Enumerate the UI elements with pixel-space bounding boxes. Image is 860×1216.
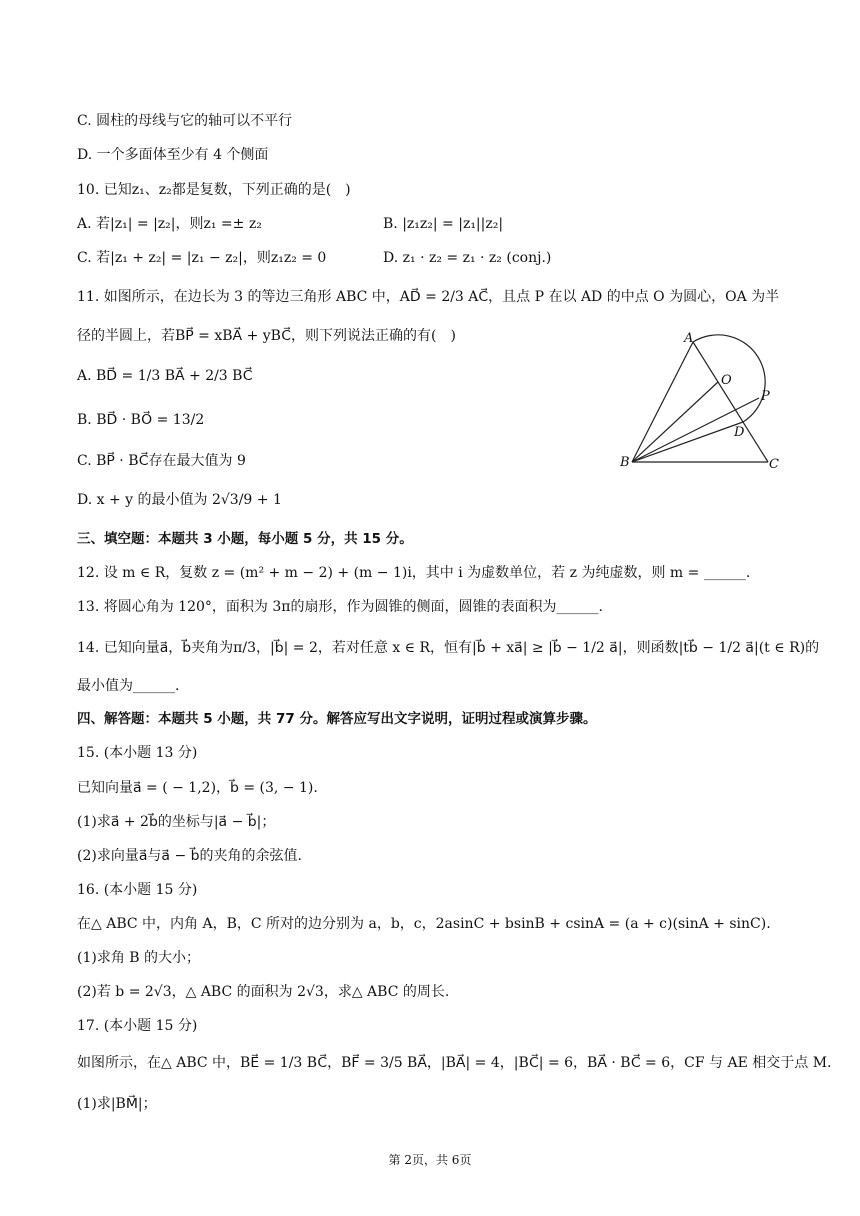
q14-line2: 最小值为______.: [77, 678, 180, 694]
q10-option-d: D. z₁ · z₂ = z₁ · z₂ (conj.): [383, 250, 552, 266]
q17-given: 如图所示，在△ ABC 中，BE⃗ = 1/3 BC⃗，BF⃗ = 3/5 BA⃗，|BA⃗| = 4，|BC⃗| = 6，BA⃗ · BC⃗ = 6，CF 与 AE 相交于点 M.: [77, 1055, 832, 1071]
q11-option-c: C. BP⃗ · BC⃗存在最大值为 9: [77, 453, 246, 469]
q15-heading: 15. (本小题 13 分): [77, 745, 198, 761]
q16-part1: (1)求角 B 的大小；: [77, 950, 201, 966]
label-d: D: [734, 425, 745, 440]
q17-heading: 17. (本小题 15 分): [77, 1018, 198, 1034]
q15-given: 已知向量a⃗ = ( − 1,2)，b⃗ = (3, − 1).: [77, 780, 318, 796]
q11-option-d: D. x + y 的最小值为 2√3/9 + 1: [77, 492, 282, 508]
edge-ac: [693, 342, 768, 462]
label-c: C: [769, 457, 779, 472]
label-a: A: [684, 331, 694, 346]
label-b: B: [620, 455, 630, 470]
label-p: P: [761, 389, 770, 404]
label-o: O: [721, 373, 732, 388]
q14-line1: 14. 已知向量a⃗，b⃗夹角为π/3，|b⃗| = 2，若对任意 x ∈ R，恒有|b⃗ + xa⃗| ≥ |b⃗ − 1/2 a⃗|，则函数|tb⃗ − 1/2 a⃗|(t ∈ R)的: [77, 640, 820, 656]
page-footer: 第 2页，共 6页: [388, 1153, 472, 1167]
q10-option-c: C. 若|z₁ + z₂| = |z₁ − z₂|，则z₁z₂ = 0: [77, 250, 327, 266]
q11-option-a: A. BD⃗ = 1/3 BA⃗ + 2/3 BC⃗: [77, 368, 253, 384]
q11-stem-line1: 11. 如图所示，在边长为 3 的等边三角形 ABC 中，AD⃗ = 2/3 AC⃗，且点 P 在以 AD 的中点 O 为圆心，OA 为半: [77, 289, 780, 305]
section-3-heading: 三、填空题：本题共 3 小题，每小题 5 分，共 15 分。: [77, 531, 413, 547]
q15-part2: (2)求向量a⃗与a⃗ − b⃗的夹角的余弦值.: [77, 848, 302, 864]
q12: 12. 设 m ∈ R，复数 z = (m² + m − 2) + (m − 1)i，其中 i 为虚数单位，若 z 为纯虚数，则 m = ______.: [77, 565, 751, 581]
q10-option-a: A. 若|z₁| = |z₂|，则z₁ =± z₂: [77, 216, 262, 232]
q15-part1: (1)求a⃗ + 2b⃗的坐标与|a⃗ − b⃗|；: [77, 814, 276, 830]
q9-option-c: C. 圆柱的母线与它的轴可以不平行: [77, 113, 293, 129]
triangle-figure: [618, 328, 788, 473]
q11-stem-line2: 径的半圆上，若BP⃗ = xBA⃗ + yBC⃗，则下列说法正确的有( ): [77, 328, 456, 344]
q9-option-d: D. 一个多面体至少有 4 个侧面: [77, 147, 269, 163]
q10-option-b: B. |z₁z₂| = |z₁||z₂|: [383, 216, 504, 232]
q11-option-b: B. BD⃗ · BO⃗ = 13/2: [77, 412, 205, 428]
edge-ab: [632, 342, 693, 462]
q16-given: 在△ ABC 中，内角 A，B，C 所对的边分别为 a，b，c，2asinC + bsinB + csinA = (a + c)(sinA + sinC).: [77, 916, 771, 932]
q16-heading: 16. (本小题 15 分): [77, 882, 198, 898]
segment-bo: [632, 382, 718, 462]
section-4-heading: 四、解答题：本题共 5 小题，共 77 分。解答应写出文字说明，证明过程或演算步骤。: [77, 711, 597, 727]
q16-part2: (2)若 b = 2√3，△ ABC 的面积为 2√3，求△ ABC 的周长.: [77, 984, 450, 1000]
q10-stem: 10. 已知z₁、z₂都是复数，下列正确的是( ): [77, 182, 351, 198]
q17-part1: (1)求|BM⃗|；: [77, 1096, 157, 1112]
q13: 13. 将圆心角为 120°，面积为 3π的扇形，作为圆锥的侧面，圆锥的表面积为______.: [77, 599, 603, 615]
